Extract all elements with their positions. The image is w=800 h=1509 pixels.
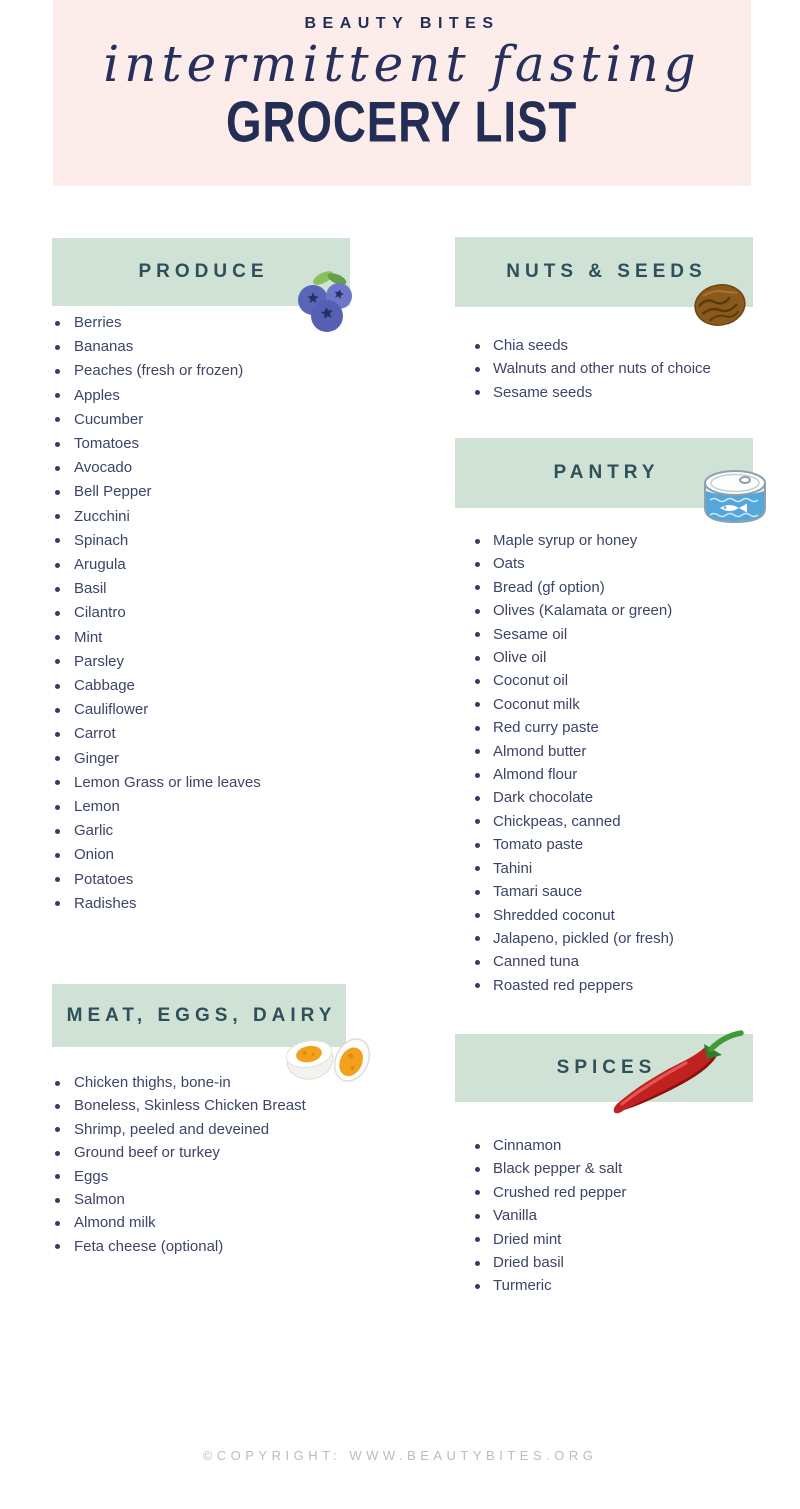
section-spices (455, 1034, 753, 1298)
list-item: Arugula (52, 553, 350, 577)
list-item: Tahini (455, 857, 753, 880)
list-item: Potatoes (52, 868, 350, 892)
list-item: Shredded coconut (455, 904, 753, 927)
script-title: intermittent fasting (103, 35, 701, 93)
list-item: Almond butter (455, 740, 753, 763)
list-item: Bread (gf option) (455, 576, 753, 599)
list-item: Tomatoes (52, 432, 350, 456)
section-meat-eggs-dairy (52, 984, 346, 1258)
list-item: Chickpeas, canned (455, 810, 753, 833)
list-item: Dried basil (455, 1251, 753, 1274)
list-item: Ground beef or turkey (52, 1141, 346, 1164)
list-item: Dried mint (455, 1228, 753, 1251)
list-item: Crushed red pepper (455, 1181, 753, 1204)
list-item: Walnuts and other nuts of choice (455, 357, 753, 380)
list-item: Chia seeds (455, 334, 753, 357)
list-item: Sesame oil (455, 623, 753, 646)
list-item: Dark chocolate (455, 786, 753, 809)
list-item: Chicken thighs, bone-in (52, 1071, 346, 1094)
walnut-icon (691, 281, 749, 334)
section-title: SPICES (556, 1057, 657, 1078)
list-item: Cauliflower (52, 698, 350, 722)
list-item: Feta cheese (optional) (52, 1235, 346, 1258)
list-item: Radishes (52, 892, 350, 916)
list-item: Olive oil (455, 646, 753, 669)
list-item: Parsley (52, 650, 350, 674)
brand-text: BEAUTY BITES (304, 15, 500, 32)
list-item: Zucchini (52, 505, 350, 529)
list-item: Oats (455, 552, 753, 575)
section-produce (52, 238, 350, 916)
list-item: Apples (52, 384, 350, 408)
list-item: Bananas (52, 335, 350, 359)
list-item: Salmon (52, 1188, 346, 1211)
list-item: Vanilla (455, 1204, 753, 1227)
section-title: PANTRY (553, 462, 660, 483)
list-item: Cabbage (52, 674, 350, 698)
section-title: PRODUCE (138, 261, 269, 282)
grocery-list (455, 334, 753, 404)
list-item: Black pepper & salt (455, 1157, 753, 1180)
list-item: Almond milk (52, 1211, 346, 1234)
page-title: GROCERY LIST (226, 91, 578, 155)
list-item: Carrot (52, 722, 350, 746)
list-item: Avocado (52, 456, 350, 480)
list-item: Turmeric (455, 1274, 753, 1297)
list-item: Boneless, Skinless Chicken Breast (52, 1094, 346, 1117)
list-item: Garlic (52, 819, 350, 843)
list-item: Maple syrup or honey (455, 529, 753, 552)
list-item: Shrimp, peeled and deveined (52, 1118, 346, 1141)
list-item: Coconut oil (455, 669, 753, 692)
grocery-list (455, 529, 753, 997)
list-item: Canned tuna (455, 950, 753, 973)
list-item: Tamari sauce (455, 880, 753, 903)
list-item: Almond flour (455, 763, 753, 786)
grocery-list (52, 311, 350, 916)
list-item: Cinnamon (455, 1134, 753, 1157)
copyright-text: ©COPYRIGHT: WWW.BEAUTYBITES.ORG (202, 1448, 598, 1463)
list-item: Olives (Kalamata or green) (455, 599, 753, 622)
list-item: Lemon (52, 795, 350, 819)
list-item: Mint (52, 626, 350, 650)
list-item: Red curry paste (455, 716, 753, 739)
section-pantry (455, 438, 753, 997)
list-item: Spinach (52, 529, 350, 553)
list-item: Basil (52, 577, 350, 601)
boiled-egg-icon (280, 1024, 380, 1095)
section-title: MEAT, EGGS, DAIRY (66, 1004, 337, 1026)
list-item: Onion (52, 843, 350, 867)
list-item: Eggs (52, 1165, 346, 1188)
list-item: Peaches (fresh or frozen) (52, 359, 350, 383)
canned-fish-icon (698, 464, 772, 537)
grocery-list (52, 1071, 346, 1258)
list-item: Coconut milk (455, 693, 753, 716)
list-item: Tomato paste (455, 833, 753, 856)
list-item: Cilantro (52, 601, 350, 625)
section-nuts-seeds (455, 237, 753, 404)
list-item: Sesame seeds (455, 381, 753, 404)
list-item: Berries (52, 311, 350, 335)
list-item: Cucumber (52, 408, 350, 432)
list-item: Roasted red peppers (455, 974, 753, 997)
blueberries-icon (296, 268, 358, 341)
list-item: Lemon Grass or lime leaves (52, 771, 350, 795)
section-title: NUTS & SEEDS (506, 261, 707, 282)
grocery-list (455, 1134, 753, 1298)
header-band (53, 0, 751, 186)
list-item: Ginger (52, 747, 350, 771)
list-item: Bell Pepper (52, 480, 350, 504)
list-item: Jalapeno, pickled (or fresh) (455, 927, 753, 950)
chili-pepper-icon (610, 1028, 748, 1125)
